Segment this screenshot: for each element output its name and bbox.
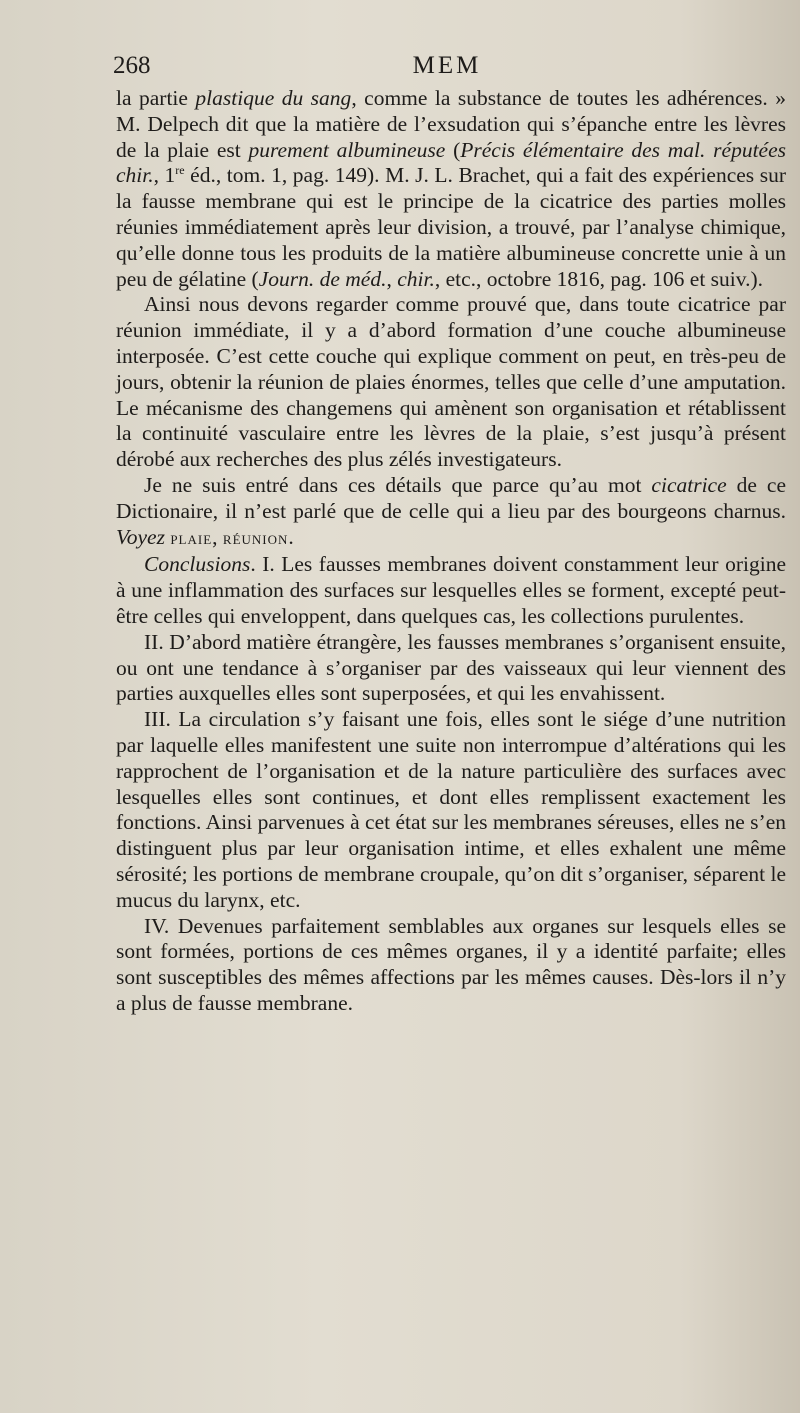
text-run: la partie bbox=[116, 86, 196, 110]
body-text bbox=[116, 86, 786, 1017]
italic-text: purement albumineuse bbox=[248, 137, 446, 162]
text-run: . bbox=[288, 524, 294, 549]
italic-text: plastique du sang bbox=[195, 86, 352, 110]
text-run: ( bbox=[445, 137, 461, 162]
text-run: III. La circulation s’y faisant une fois, elles sont le siége d’une nutrition par laquelle elles manifestent une suite non interrompue d’altérations qui les rapprochent de l’organisation et de la nature particulière des surfaces avec lesquelles elles sont continues, et dont elles remplissent exactement les fonctions. Ainsi parvenues à cet état sur les membranes séreuses, elles ne s’en distinguent plus par leur organisation intime, et elles exhalent une même sérosité; les portions de membrane croupale, qu’on dit s’organiser, séparent le mucus du larynx, etc. bbox=[116, 707, 786, 912]
paragraph bbox=[116, 707, 786, 913]
running-head: MEM bbox=[412, 52, 482, 79]
italic-text: Précis élémentaire des mal. réputées chir. bbox=[116, 137, 786, 188]
italic-text: Voyez bbox=[116, 524, 165, 549]
paragraph bbox=[116, 914, 786, 1017]
page-header bbox=[113, 52, 781, 86]
text-run: , etc., octobre 1816, pag. 106 et suiv.). bbox=[434, 266, 764, 291]
small-caps-text: PLAIE bbox=[170, 531, 213, 547]
text-run: de ce Dictionaire, il n’est parlé que de celle qui a lieu par des bourgeons charnus. bbox=[116, 472, 786, 523]
text-run: , 1 bbox=[153, 163, 176, 188]
small-caps-text: RÉUNION bbox=[222, 531, 289, 547]
paragraph bbox=[116, 86, 786, 292]
italic-text: Journ. de méd. bbox=[258, 266, 387, 291]
text-run: éd., tom. 1, pag. 149). M. J. L. Brachet, qui a fait des expériences sur la fausse membrane qui est le principe de la cicatrice des parties molles réunies immédiatement après leur division, a trouvé, par l’analyse chimique, qu’elle donne tous les produits de la matière albumineuse concrette unie à un peu de gélatine ( bbox=[116, 163, 786, 291]
text-run: , bbox=[386, 266, 398, 291]
text-run: re bbox=[175, 163, 185, 178]
text-run: , comme la substance de toutes les adhérences. » M. Delpech dit que la matière de l’exsudation qui s’épanche entre les lèvres de la plaie est bbox=[116, 86, 786, 162]
text-run: , bbox=[212, 524, 223, 549]
text-run: IV. Devenues parfaitement semblables aux organes sur lesquels elles se sont formées, portions de ces mêmes organes, il y a identité parfaite; elles sont susceptibles des mêmes affections par les mêmes causes. Dès-lors il n’y a plus de fausse membrane. bbox=[116, 913, 786, 1015]
text-run: Ainsi nous devons regarder comme prouvé que, dans toute cicatrice par réunion immédiate, il y a d’abord formation d’une couche albumineuse interposée. C’est cette couche qui explique comment on peut, en très-peu de jours, obtenir la réunion de plaies énormes, telles que celle d’une amputation. Le mécanisme des changemens qui amènent son organisation et rétablissent la continuité vasculaire entre les lèvres de la plaie, s’est jusqu’à présent dérobé aux recherches des plus zélés investigateurs. bbox=[116, 292, 786, 472]
text-run: II. D’abord matière étrangère, les fausses membranes s’organisent ensuite, ou ont une tendance à s’organiser par des vaisseaux qui leur viennent des parties auxquelles elles sont superposées, et qui les envahissent. bbox=[116, 629, 786, 706]
paragraph bbox=[116, 630, 786, 707]
paragraph bbox=[116, 473, 786, 552]
paragraph bbox=[116, 552, 786, 629]
paragraph bbox=[116, 292, 786, 473]
italic-text: Conclusions bbox=[144, 552, 251, 577]
page-number: 268 bbox=[113, 52, 151, 79]
text-run: . I. Les fausses membranes doivent constamment leur origine à une inflammation des surfaces sur lesquelles elles se forment, excepté peut-être celles qui enveloppent, dans quelques cas, les collections purulentes. bbox=[116, 552, 786, 628]
text-run: Je ne suis entré dans ces détails que parce qu’au mot bbox=[144, 472, 652, 497]
italic-text: cicatrice bbox=[651, 472, 727, 497]
italic-text: chir. bbox=[397, 266, 435, 291]
